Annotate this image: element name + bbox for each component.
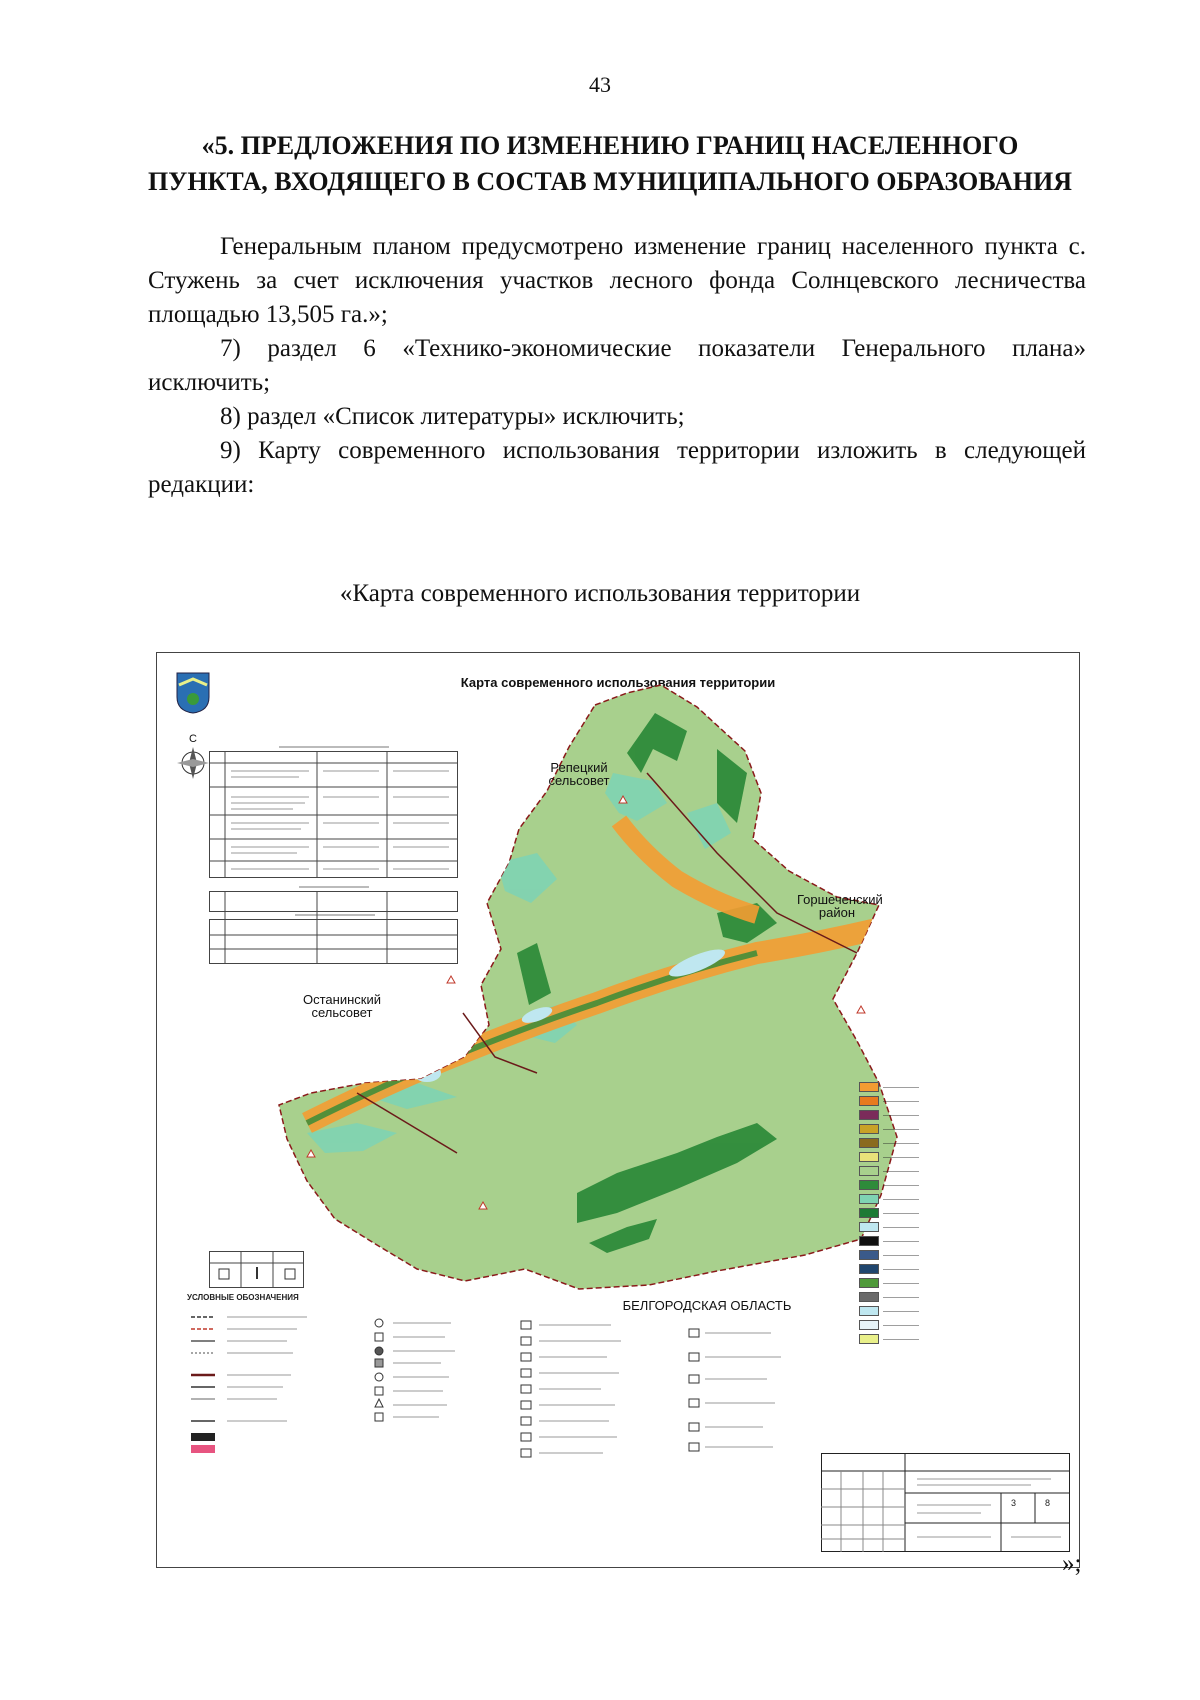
right-legend: —————— —————— —————— —————— —————— —————— —————— —————— —————— —————— —————— —————— —————— —————— —————— —————— —————— —————— ——————	[859, 1081, 1069, 1347]
legend-lines	[187, 1305, 357, 1455]
region-label-repetsky: Репецкий сельсовет	[548, 760, 610, 788]
title-block	[821, 1453, 1071, 1553]
legend-swatch	[859, 1166, 879, 1176]
legend-swatch	[859, 1152, 879, 1162]
legend-swatch	[859, 1222, 879, 1232]
legend-swatch	[859, 1264, 879, 1274]
legend-swatch	[859, 1320, 879, 1330]
region-label-gorshechensky: Горшеченский район	[797, 892, 883, 920]
legend-icons	[371, 1303, 811, 1483]
zone-table	[209, 1245, 305, 1289]
section-heading: «5. ПРЕДЛОЖЕНИЯ ПО ИЗМЕНЕНИЮ ГРАНИЦ НАСЕЛЕННОГО ПУНКТА, ВХОДЯЩЕГО В СОСТАВ МУНИЦИПАЛЬНОГО ОБРАЗОВАНИЯ	[148, 131, 1072, 196]
region-label-belgorod: БЕЛГОРОДСКАЯ ОБЛАСТЬ	[622, 1298, 792, 1313]
legend-swatch	[859, 1236, 879, 1246]
paragraph-2: 7) раздел 6 «Технико-экономические показатели Генерального плана» исключить;	[148, 335, 1086, 396]
legend-swatch	[859, 1278, 879, 1288]
legend-swatch	[859, 1194, 879, 1204]
legend-swatch	[859, 1250, 879, 1260]
map-image	[156, 652, 1080, 1568]
legend-swatch	[859, 1096, 879, 1106]
body-text	[148, 230, 1086, 502]
paragraph-4: 9) Карту современного использования территории изложить в следующей редакции:	[148, 437, 1086, 498]
legend-swatch	[859, 1180, 879, 1190]
legend-swatch	[859, 1082, 879, 1092]
legend-swatch	[859, 1292, 879, 1302]
legend-swatch	[859, 1334, 879, 1344]
legend-swatch	[859, 1138, 879, 1148]
map-title: Карта современного использования территории	[460, 675, 776, 690]
north-letter: С	[189, 733, 197, 745]
legend-swatch	[859, 1306, 879, 1316]
legend-swatch	[859, 1208, 879, 1218]
map-caption: «Карта современного использования территории	[339, 580, 861, 607]
sheet-number: 3	[1011, 1498, 1017, 1508]
legend-swatch	[859, 1124, 879, 1134]
sheet-total: 8	[1045, 1498, 1051, 1508]
paragraph-3: 8) раздел «Список литературы» исключить;	[220, 403, 685, 430]
closing-quote: »;	[1062, 1550, 1082, 1577]
page-number: 43	[589, 72, 611, 97]
paragraph-1: Генеральным планом предусмотрено изменение границ населенного пункта с. Стужень за счет исключения участков лесного фонда Солнцевского лесничества площадью 13,505 га.»;	[148, 233, 1086, 328]
legend-swatch	[859, 1110, 879, 1120]
legend-title: УСЛОВНЫЕ ОБОЗНАЧЕНИЯ	[187, 1293, 299, 1302]
region-label-ostaninsky: Останинский сельсовет	[303, 992, 381, 1020]
